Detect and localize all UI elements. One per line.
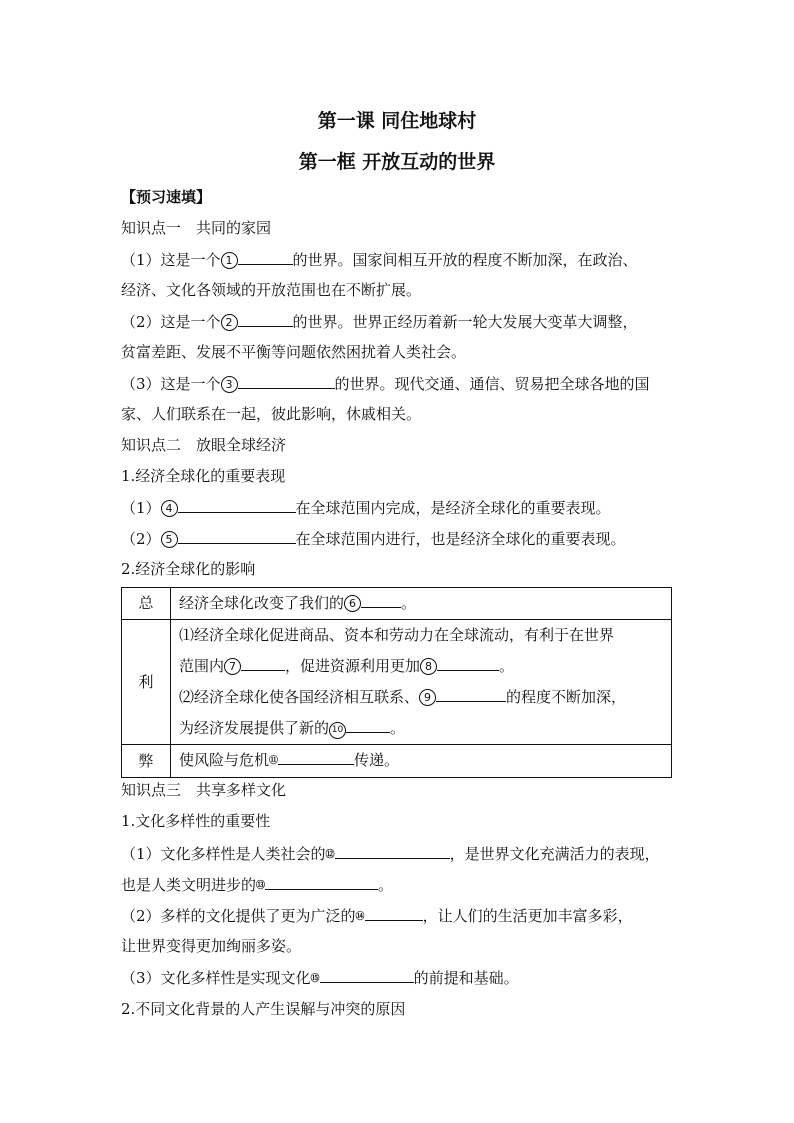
row-head-cons: 弊 [122,745,171,778]
text: （3）这是一个 [121,375,221,393]
text: 为经济发展提供了新的 [179,719,330,737]
table-row [122,588,672,620]
table-row [122,620,672,745]
kp2-sub2: 2.经济全球化的影响 [121,560,256,578]
section-title: 第一框 开放互动的世界 [298,151,496,173]
circled-number: 3 [221,376,238,393]
kp1-item1-line2: 经济、文化各领域的开放范围也在不断扩展。 [121,281,422,299]
row-head-overall: 总 [122,588,171,620]
fill-blank[interactable] [365,905,423,921]
kp2-heading: 知识点二 放眼全球经济 [121,436,287,454]
row-content [171,620,672,745]
text: 使风险与危机 [179,751,270,769]
circled-number: 7 [224,658,241,675]
kp2-item5 [121,528,626,549]
fill-blank[interactable] [265,874,378,890]
table-line [179,682,663,713]
impact-table [121,587,672,778]
text: （2）这是一个 [121,313,221,331]
text: （1） [121,499,161,517]
preview-header: 【预习速填】 [121,188,212,206]
fill-blank[interactable] [437,655,499,671]
row-content [171,588,672,620]
kp1-item2-line1 [121,311,638,332]
fill-blank[interactable] [320,967,414,983]
text: ，让人们的生活更加丰富多彩， [422,907,633,925]
kp1-item1-line1 [121,249,638,270]
circled-number: 2 [221,314,238,331]
text: 在全球范围内完成，是经济全球化的重要表现。 [295,499,611,517]
kp3-item1-line2 [121,874,393,896]
text: 范围内 [179,657,225,675]
kp3-item2-line1 [121,905,633,927]
circled-number: ⑭ [355,912,365,922]
text: 在全球范围内进行，也是经济全球化的重要表现。 [295,530,626,548]
text: 。 [499,657,515,675]
fill-blank[interactable] [241,655,285,671]
fill-blank[interactable] [346,717,390,733]
text: 的世界。现代交通、通信、贸易把全球各地的国 [334,375,650,393]
kp2-sub1: 1.经济全球化的重要表现 [121,467,286,485]
fill-blank[interactable] [335,843,450,859]
fill-blank[interactable] [361,592,401,608]
text: 的世界。世界正经历着新一轮大发展大变革大调整， [292,313,638,331]
text: ⑴经济全球化促进商品、资本和劳动力在全球流动，有利于在世界 [179,626,615,644]
circled-number: ⑪ [269,756,279,766]
kp3-item2-line2: 让世界变得更加绚丽多姿。 [121,937,302,955]
circled-number: 1 [221,252,238,269]
circled-number: ⑬ [256,881,266,891]
text: （1）这是一个 [121,251,221,269]
kp2-item4 [121,497,611,518]
kp3-heading: 知识点三 共享多样文化 [121,781,287,799]
circled-number: 5 [161,531,178,548]
text: ，促进资源利用更加 [285,657,421,675]
circled-number: 6 [344,595,361,612]
text: 。 [390,719,406,737]
text: 的世界。国家间相互开放的程度不断加深，在政治、 [292,251,638,269]
table-line [179,713,663,744]
text: （3）文化多样性是实现文化 [121,969,311,987]
kp1-item3-line2: 家、人们联系在一起，彼此影响，休戚相关。 [121,405,422,423]
text: 的程度不断加深， [506,688,627,706]
fill-blank[interactable] [278,749,354,765]
text: 的前提和基础。 [413,969,519,987]
text: 传递。 [354,751,400,769]
text: ⑵经济全球化使各国经济相互联系、 [179,688,420,706]
kp3-item3 [121,967,519,989]
fill-blank[interactable] [238,373,335,389]
text: ，是世界文化充满活力的表现， [449,845,660,863]
text: （2） [121,530,161,548]
kp3-sub2: 2.不同文化背景的人产生误解与冲突的原因 [121,1000,406,1018]
kp3-item1-line1 [121,843,660,865]
kp1-heading: 知识点一 共同的家园 [121,219,272,237]
text: 。 [378,876,394,894]
kp3-sub1: 1.文化多样性的重要性 [121,812,271,830]
circled-number: ⑫ [325,850,335,860]
circled-number: 4 [161,500,178,517]
lesson-title: 第一课 同住地球村 [317,110,477,132]
row-content [171,745,672,778]
text: 。 [401,594,417,612]
fill-blank[interactable] [178,528,296,544]
circled-number: ⑮ [310,974,320,984]
table-row [122,745,672,778]
fill-blank[interactable] [436,686,506,702]
circled-number: 9 [419,689,436,706]
text: （2）多样的文化提供了更为广泛的 [121,907,356,925]
table-line [179,651,663,682]
circled-number: 10 [329,722,346,739]
fill-blank[interactable] [238,311,293,327]
text: 也是人类文明进步的 [121,876,257,894]
text: （1）文化多样性是人类社会的 [121,845,326,863]
fill-blank[interactable] [178,497,296,513]
row-head-pros: 利 [122,620,171,745]
fill-blank[interactable] [238,249,293,265]
kp1-item3-line1 [121,373,650,394]
circled-number: 8 [420,658,437,675]
kp1-item2-line2: 贫富差距、发展不平衡等问题依然困扰着人类社会。 [121,343,467,361]
text: 经济全球化改变了我们的 [179,594,345,612]
